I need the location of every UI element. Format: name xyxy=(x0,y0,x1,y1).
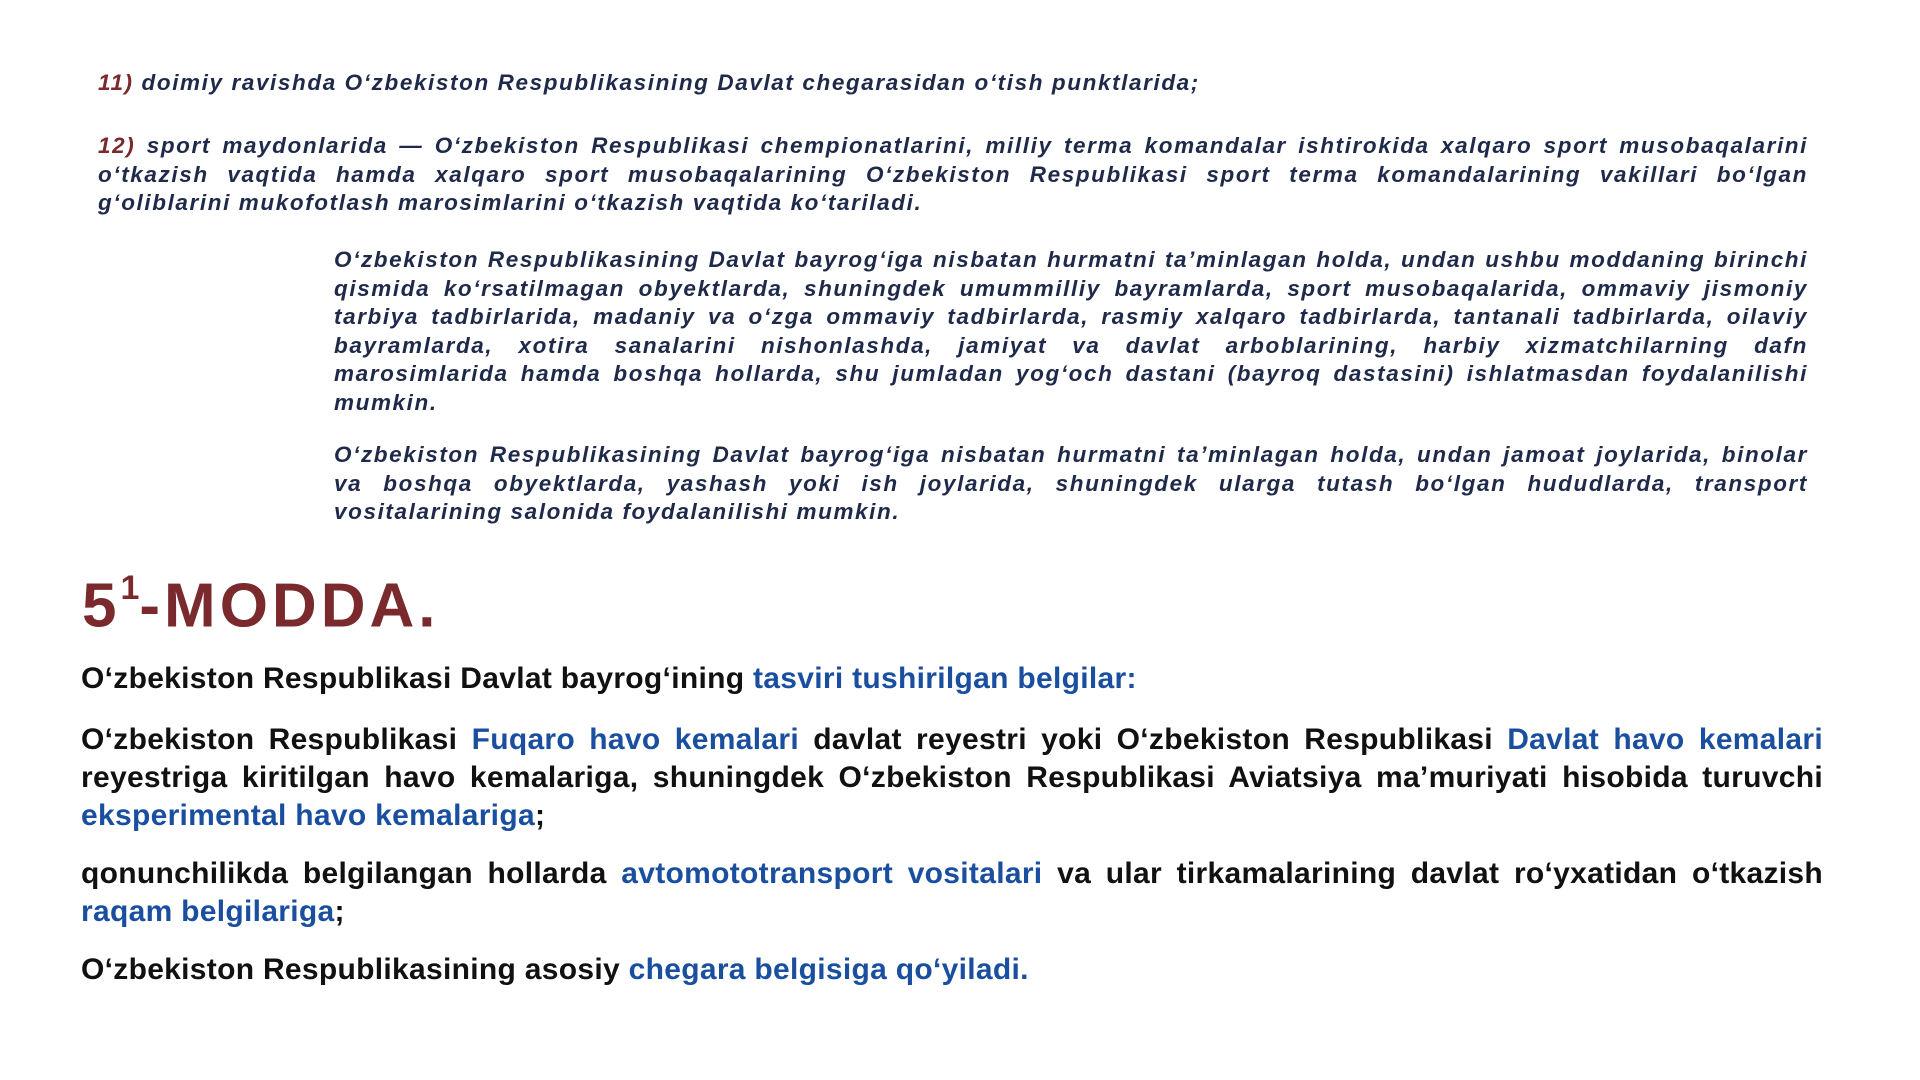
indented-paragraph-2: O‘zbekiston Respublikasining Davlat bayrog‘iga nisbatan hurmatni ta’minlagan holda, undan jamoat joylarida, binolar va boshqa obyektlarda, yashash yoki ish joylarida, shuningdek ularga tutash bo‘lgan hududlarda, transport vositalarining salonida foydalanilishi mumkin. xyxy=(334,442,1808,524)
text-segment: O‘zbekiston Respublikasining asosiy xyxy=(81,953,629,986)
article-number: 5 xyxy=(82,571,121,641)
item-text: sport maydonlarida — O‘zbekiston Respublikasi chempionatlarini, milliy terma komandalar ishtirokida xalqaro sport musobaqalarini o‘tkazish vaqtida hamda xalqaro sport musobaqalarining O‘zbekiston Respublikasi sport terma komandalarining vakillari bo‘lgan g‘oliblarini mukofotlash marosimlarini o‘tkazish vaqtida ko‘tariladi. xyxy=(98,133,1808,215)
item-text: doimiy ravishda O‘zbekiston Respublikasining Davlat chegarasidan o‘tish punktlarida; xyxy=(133,70,1200,95)
text-segment: O‘zbekiston Respublikasi xyxy=(81,723,472,756)
body-paragraph-border xyxy=(81,951,1823,989)
highlight-segment: chegara belgisiga qo‘yiladi. xyxy=(628,953,1029,986)
indented-paragraph-1: O‘zbekiston Respublikasining Davlat bayrog‘iga nisbatan hurmatni ta’minlagan holda, undan ushbu moddaning birinchi qismida ko‘rsatilmagan obyektlarda, shuningdek umummilliy bayramlarda, sport musobaqalarida, ommaviy jismoniy tarbiya tadbirlarida, madaniy va o‘zga ommaviy tadbirlarda, rasmiy xalqaro tadbirlarda, tantanali tadbirlarda, oilaviy bayramlarda, xotira sanalarini nishonlashda, jamiyat va davlat arboblarining, harbiy xizmatchilarning dafn marosimlarida hamda boshqa hollarda, shu jumladan yog‘och dastani (bayroq dastasini) ishlatmasdan foydalanilishi mumkin. xyxy=(334,247,1808,415)
item-number: 11) xyxy=(98,70,134,95)
article-title xyxy=(82,558,439,643)
highlight-segment: raqam belgilariga xyxy=(81,895,335,928)
article-superscript: 1 xyxy=(120,569,140,607)
article-suffix: -MODDA. xyxy=(139,571,440,641)
text-segment: davlat reyestri yoki O‘zbekiston Respublikasi xyxy=(798,723,1508,756)
intro-text: O‘zbekiston Respublikasi Davlat bayrog‘ining xyxy=(81,662,753,695)
highlight-segment: avtomototransport vositalari xyxy=(621,857,1043,890)
highlight-segment: Davlat havo kemalari xyxy=(1507,723,1823,756)
intro-highlight: tasviri tushirilgan belgilar: xyxy=(752,662,1137,695)
list-item-11 xyxy=(98,69,1808,98)
text-segment: ; xyxy=(334,895,345,928)
intro-paragraph xyxy=(81,660,1823,698)
text-segment: reyestriga kiritilgan havo kemalariga, shuningdek O‘zbekiston Respublikasi Aviatsiya ma’muriyati hisobida turuvchi xyxy=(81,761,1823,794)
list-item-12 xyxy=(98,132,1808,218)
highlight-segment: Fuqaro havo kemalari xyxy=(471,723,799,756)
highlight-segment: eksperimental havo kemalariga xyxy=(81,799,535,832)
item-number: 12) xyxy=(98,133,136,158)
text-segment: qonunchilikda belgilangan hollarda xyxy=(81,857,622,890)
body-paragraph-aircraft xyxy=(81,721,1823,835)
text-segment: va ular tirkamalarining davlat ro‘yxatidan o‘tkazish xyxy=(1042,857,1824,890)
text-segment: ; xyxy=(534,799,546,832)
body-paragraph-vehicles xyxy=(81,855,1823,931)
